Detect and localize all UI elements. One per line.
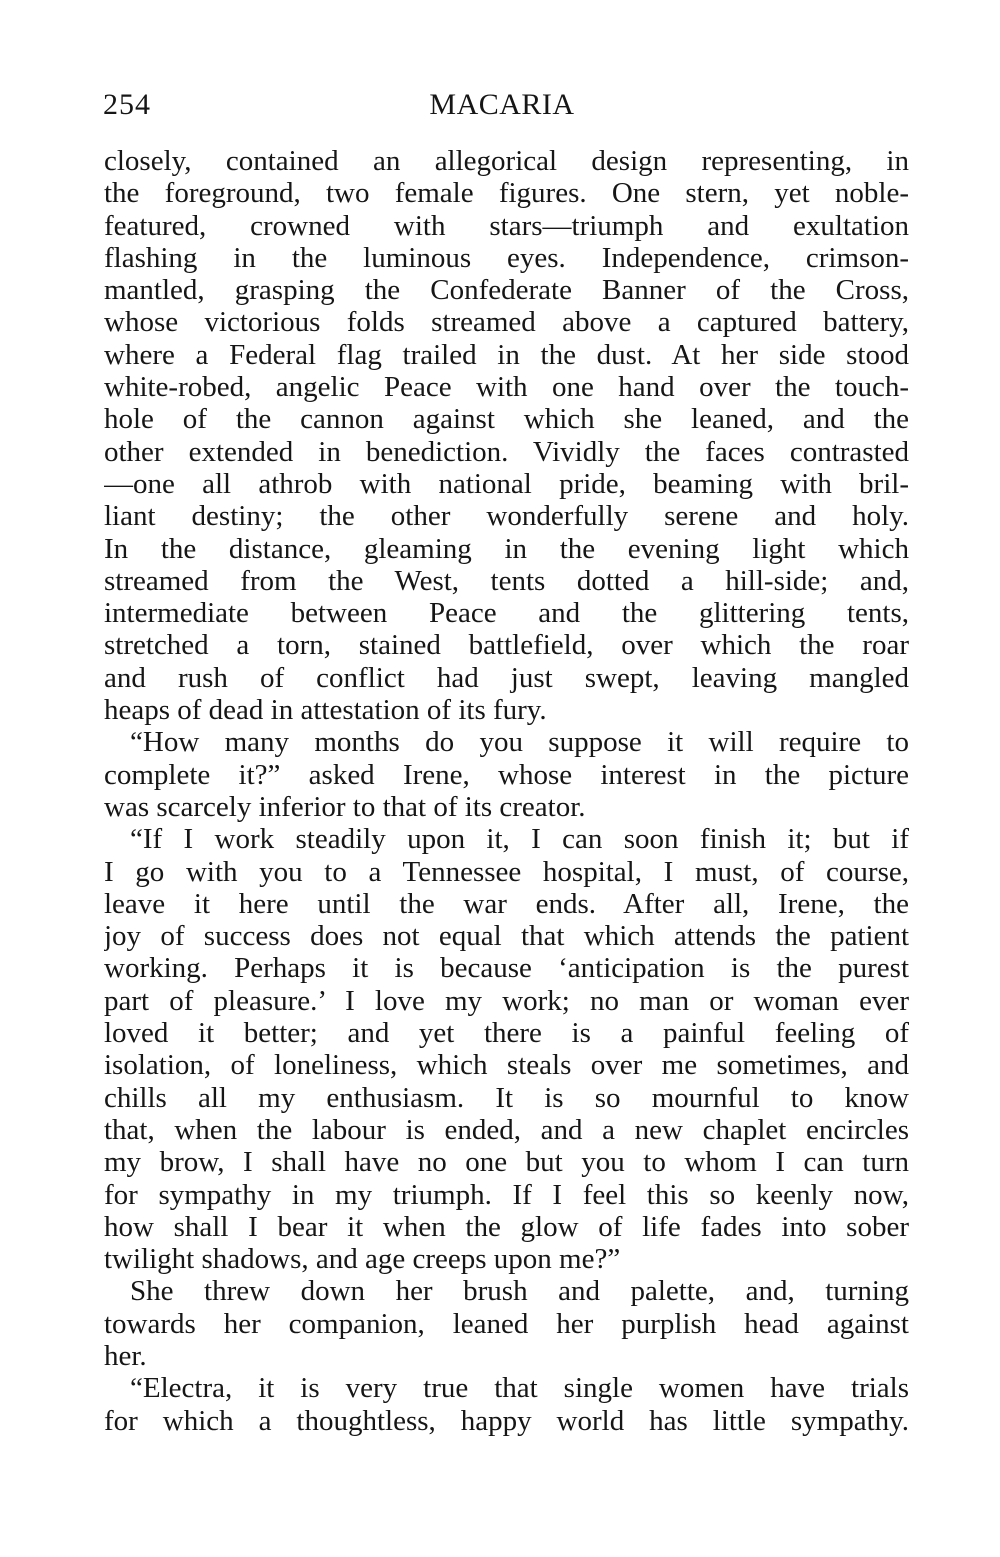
text-line: and rush of conflict had just swept, leaving mangled [104, 661, 909, 694]
text-line: stretched a torn, stained battlefield, over which the roar [104, 629, 909, 662]
text-line: joy of success does not equal that which attends the patient [104, 920, 909, 953]
running-title: MACARIA [429, 88, 575, 121]
text-line: complete it?” asked Irene, whose interest in the picture [104, 758, 909, 791]
text-line: streamed from the West, tents dotted a hill-side; and, [104, 564, 909, 597]
text-line: how shall I bear it when the glow of life fades into sober [104, 1210, 909, 1243]
text-line: isolation, of loneliness, which steals over me sometimes, and [104, 1049, 909, 1082]
text-line: part of pleasure.’ I love my work; no man or woman ever [104, 984, 909, 1017]
text-line: closely, contained an allegorical design representing, in [104, 145, 909, 177]
text-line: —one all athrob with national pride, beaming with bril- [104, 467, 909, 500]
text-line: She threw down her brush and palette, and, turning [130, 1275, 909, 1308]
text-line: intermediate between Peace and the glittering tents, [104, 597, 909, 630]
text-line: featured, crowned with stars—triumph and exultation [104, 209, 909, 242]
text-line: was scarcely inferior to that of its creator. [104, 790, 586, 823]
text-line: chills all my enthusiasm. It is so mournful to know [104, 1081, 909, 1114]
text-line: hole of the cannon against which she leaned, and the [104, 403, 909, 436]
text-line: my brow, I shall have no one but you to whom I can turn [104, 1146, 909, 1179]
text-line: mantled, grasping the Confederate Banner of the Cross, [104, 274, 909, 307]
text-line: “Electra, it is very true that single women have trials [130, 1372, 909, 1405]
text-line: “If I work steadily upon it, I can soon finish it; but if [130, 823, 909, 856]
text-line: other extended in benediction. Vividly the faces contrasted [104, 435, 909, 468]
text-line: for which a thoughtless, happy world has little sympathy. [104, 1404, 909, 1437]
text-line: flashing in the luminous eyes. Independence, crimson- [104, 241, 909, 274]
text-line: I go with you to a Tennessee hospital, I must, of course, [104, 855, 909, 888]
text-line: where a Federal flag trailed in the dust. At her side stood [104, 338, 909, 371]
text-line: twilight shadows, and age creeps upon me?” [104, 1243, 621, 1276]
text-line: In the distance, gleaming in the evening light which [104, 532, 909, 565]
text-line: that, when the labour is ended, and a new chaplet encircles [104, 1113, 909, 1146]
text-line: white-robed, angelic Peace with one hand over the touch- [104, 371, 909, 404]
text-line: heaps of dead in attestation of its fury. [104, 694, 547, 727]
text-line: loved it better; and yet there is a painful feeling of [104, 1017, 909, 1050]
text-line: working. Perhaps it is because ‘anticipation is the purest [104, 952, 909, 985]
text-line: for sympathy in my triumph. If I feel this so keenly now, [104, 1178, 909, 1211]
text-line: “How many months do you suppose it will require to [130, 726, 909, 759]
text-line: towards her companion, leaned her purplish head against [104, 1307, 909, 1340]
text-line: whose victorious folds streamed above a captured battery, [104, 306, 909, 339]
body-text [104, 145, 909, 1437]
text-line: leave it here until the war ends. After all, Irene, the [104, 887, 909, 920]
page-number: 254 [103, 88, 151, 121]
text-line: her. [104, 1339, 147, 1372]
text-line: the foreground, two female figures. One stern, yet noble- [104, 177, 909, 210]
text-line: liant destiny; the other wonderfully serene and holy. [104, 500, 909, 533]
